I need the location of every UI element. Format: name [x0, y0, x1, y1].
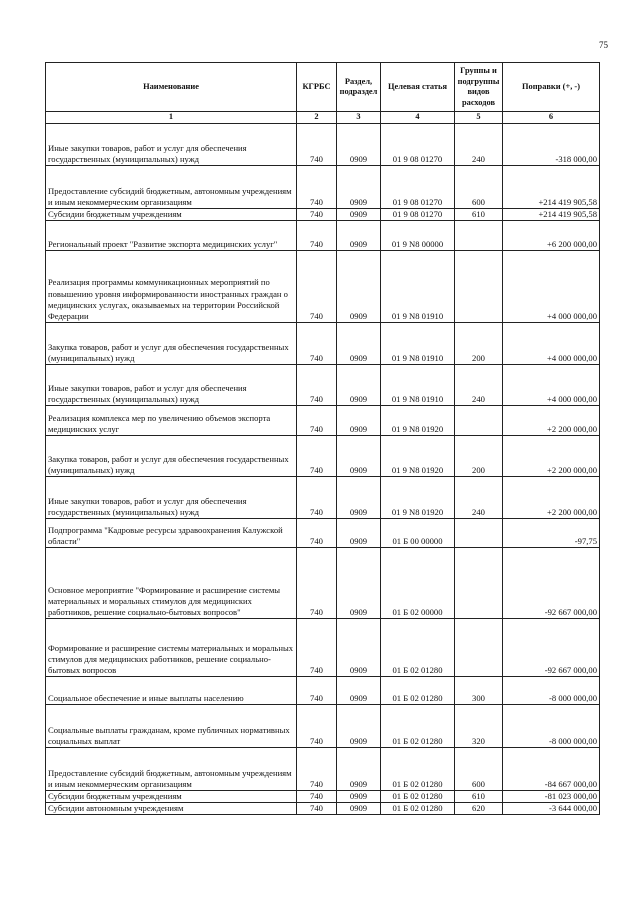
table-row [46, 748, 600, 791]
row-kgrbs: 740 [297, 548, 337, 619]
row-kgrbs: 740 [297, 208, 337, 220]
row-name: Иные закупки товаров, работ и услуг для обеспечения государственных (муниципальных) нужд [46, 365, 297, 406]
row-target: 01 Б 02 01280 [381, 619, 455, 677]
row-section: 0909 [337, 803, 381, 815]
row-amount: -97,75 [503, 519, 600, 548]
row-amount: -81 023 000,00 [503, 791, 600, 803]
table-row [46, 365, 600, 406]
column-number: 1 [46, 112, 297, 124]
row-name: Предоставление субсидий бюджетным, автономным учреждениям и иным некоммерческим организациям [46, 748, 297, 791]
row-target: 01 9 N8 00000 [381, 221, 455, 251]
header-kgrbs: КГРБС [297, 63, 337, 112]
row-name: Субсидии бюджетным учреждениям [46, 208, 297, 220]
row-section: 0909 [337, 208, 381, 220]
row-section: 0909 [337, 619, 381, 677]
table-row [46, 406, 600, 436]
table-row [46, 705, 600, 748]
row-section: 0909 [337, 165, 381, 208]
row-amount: +4 000 000,00 [503, 323, 600, 365]
table-row [46, 677, 600, 705]
row-group [455, 406, 503, 436]
row-group: 240 [455, 123, 503, 165]
row-group [455, 519, 503, 548]
row-name: Формирование и расширение системы материальных и моральных стимулов для медицинских работников, решение социально-бытовых вопросов [46, 619, 297, 677]
row-group: 320 [455, 705, 503, 748]
row-amount: +4 000 000,00 [503, 365, 600, 406]
row-name: Иные закупки товаров, работ и услуг для обеспечения государственных (муниципальных) нужд [46, 477, 297, 519]
column-number: 4 [381, 112, 455, 124]
table-row [46, 208, 600, 220]
header-row [46, 63, 600, 112]
row-amount: -3 644 000,00 [503, 803, 600, 815]
row-target: 01 Б 02 01280 [381, 705, 455, 748]
row-kgrbs: 740 [297, 365, 337, 406]
row-section: 0909 [337, 251, 381, 323]
table-row [46, 123, 600, 165]
row-name: Предоставление субсидий бюджетным, автономным учреждениям и иным некоммерческим организациям [46, 165, 297, 208]
row-target: 01 9 N8 01910 [381, 365, 455, 406]
row-name: Закупка товаров, работ и услуг для обеспечения государственных (муниципальных) нужд [46, 436, 297, 477]
table-row [46, 803, 600, 815]
row-amount: -8 000 000,00 [503, 677, 600, 705]
row-section: 0909 [337, 123, 381, 165]
row-group: 200 [455, 323, 503, 365]
row-kgrbs: 740 [297, 323, 337, 365]
column-number: 3 [337, 112, 381, 124]
row-amount: +6 200 000,00 [503, 221, 600, 251]
row-kgrbs: 740 [297, 436, 337, 477]
budget-amendments-table [45, 62, 600, 815]
header-target: Целевая статья [381, 63, 455, 112]
row-group [455, 221, 503, 251]
table-row [46, 221, 600, 251]
row-name: Социальные выплаты гражданам, кроме публичных нормативных социальных выплат [46, 705, 297, 748]
header-amendments: Поправки (+, -) [503, 63, 600, 112]
column-number: 6 [503, 112, 600, 124]
row-target: 01 9 08 01270 [381, 165, 455, 208]
table-row [46, 619, 600, 677]
row-kgrbs: 740 [297, 803, 337, 815]
row-kgrbs: 740 [297, 123, 337, 165]
row-section: 0909 [337, 323, 381, 365]
row-name: Субсидии бюджетным учреждениям [46, 791, 297, 803]
row-amount: +4 000 000,00 [503, 251, 600, 323]
table-row [46, 323, 600, 365]
table-row [46, 436, 600, 477]
row-kgrbs: 740 [297, 677, 337, 705]
row-target: 01 9 N8 01920 [381, 436, 455, 477]
table-row [46, 251, 600, 323]
table-row [46, 477, 600, 519]
row-name: Реализация комплекса мер по увеличению объемов экспорта медицинских услуг [46, 406, 297, 436]
row-amount: +2 200 000,00 [503, 406, 600, 436]
table-row [46, 519, 600, 548]
row-name: Закупка товаров, работ и услуг для обеспечения государственных (муниципальных) нужд [46, 323, 297, 365]
row-kgrbs: 740 [297, 619, 337, 677]
row-name: Региональный проект "Развитие экспорта медицинских услуг" [46, 221, 297, 251]
row-target: 01 Б 02 01280 [381, 803, 455, 815]
row-target: 01 9 N8 01920 [381, 406, 455, 436]
row-group: 240 [455, 365, 503, 406]
row-section: 0909 [337, 221, 381, 251]
row-section: 0909 [337, 406, 381, 436]
column-number: 5 [455, 112, 503, 124]
row-section: 0909 [337, 548, 381, 619]
row-kgrbs: 740 [297, 251, 337, 323]
row-name: Реализация программы коммуникационных мероприятий по повышению уровня информированности иностранных граждан о медицинских услугах, оказываемых на территории Российской Федерации [46, 251, 297, 323]
page-number: 75 [599, 40, 608, 50]
row-name: Иные закупки товаров, работ и услуг для обеспечения государственных (муниципальных) нужд [46, 123, 297, 165]
row-group: 600 [455, 748, 503, 791]
row-group [455, 251, 503, 323]
row-amount: +2 200 000,00 [503, 477, 600, 519]
header-groups: Группы и подгруппы видов расходов [455, 63, 503, 112]
header-section: Раздел, подраздел [337, 63, 381, 112]
row-group: 200 [455, 436, 503, 477]
row-group: 620 [455, 803, 503, 815]
row-group: 600 [455, 165, 503, 208]
row-group: 240 [455, 477, 503, 519]
row-target: 01 Б 02 01280 [381, 791, 455, 803]
column-number: 2 [297, 112, 337, 124]
row-amount: -92 667 000,00 [503, 619, 600, 677]
row-group: 300 [455, 677, 503, 705]
row-section: 0909 [337, 705, 381, 748]
row-section: 0909 [337, 477, 381, 519]
row-section: 0909 [337, 365, 381, 406]
row-section: 0909 [337, 677, 381, 705]
row-kgrbs: 740 [297, 791, 337, 803]
row-target: 01 9 08 01270 [381, 208, 455, 220]
row-target: 01 9 N8 01920 [381, 477, 455, 519]
row-name: Подпрограмма "Кадровые ресурсы здравоохранения Калужской области" [46, 519, 297, 548]
row-target: 01 9 N8 01910 [381, 251, 455, 323]
row-name: Субсидии автономным учреждениям [46, 803, 297, 815]
row-target: 01 Б 02 00000 [381, 548, 455, 619]
row-group [455, 619, 503, 677]
row-target: 01 9 08 01270 [381, 123, 455, 165]
row-target: 01 Б 02 01280 [381, 748, 455, 791]
row-kgrbs: 740 [297, 519, 337, 548]
table-body [46, 123, 600, 815]
row-name: Основное мероприятие "Формирование и расширение системы материальных и моральных стимулов для медицинских работников, решение социально-бытовых вопросов" [46, 548, 297, 619]
row-group: 610 [455, 791, 503, 803]
row-kgrbs: 740 [297, 748, 337, 791]
row-kgrbs: 740 [297, 477, 337, 519]
row-target: 01 9 N8 01910 [381, 323, 455, 365]
table-row [46, 165, 600, 208]
row-amount: -318 000,00 [503, 123, 600, 165]
row-name: Социальное обеспечение и иные выплаты населению [46, 677, 297, 705]
column-numbers-row [46, 112, 600, 124]
row-amount: +214 419 905,58 [503, 165, 600, 208]
row-kgrbs: 740 [297, 221, 337, 251]
row-target: 01 Б 00 00000 [381, 519, 455, 548]
table-row [46, 791, 600, 803]
row-group [455, 548, 503, 619]
row-amount: -84 667 000,00 [503, 748, 600, 791]
row-section: 0909 [337, 519, 381, 548]
row-kgrbs: 740 [297, 406, 337, 436]
table-row [46, 548, 600, 619]
row-amount: -92 667 000,00 [503, 548, 600, 619]
header-name: Наименование [46, 63, 297, 112]
row-section: 0909 [337, 791, 381, 803]
row-group: 610 [455, 208, 503, 220]
row-amount: -8 000 000,00 [503, 705, 600, 748]
row-kgrbs: 740 [297, 705, 337, 748]
row-amount: +2 200 000,00 [503, 436, 600, 477]
row-target: 01 Б 02 01280 [381, 677, 455, 705]
row-amount: +214 419 905,58 [503, 208, 600, 220]
row-section: 0909 [337, 436, 381, 477]
row-kgrbs: 740 [297, 165, 337, 208]
row-section: 0909 [337, 748, 381, 791]
